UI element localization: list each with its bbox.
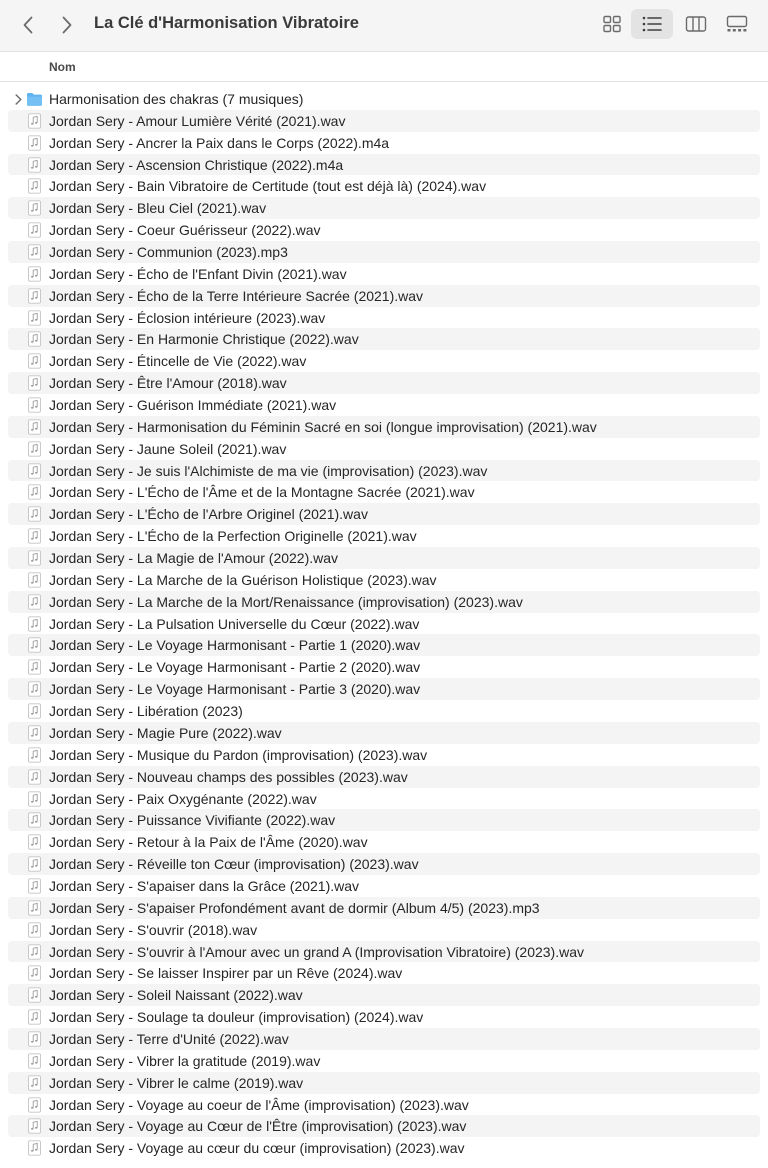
file-name: Jordan Sery - Ascension Christique (2022).m4a xyxy=(49,156,344,173)
file-name: Jordan Sery - Harmonisation du Féminin Sacré en soi (longue improvisation) (2021).wav xyxy=(49,418,597,435)
file-row[interactable] xyxy=(8,175,760,197)
file-name: Jordan Sery - Soleil Naissant (2022).wav xyxy=(49,987,303,1004)
file-row[interactable] xyxy=(8,438,760,460)
audio-file-icon xyxy=(26,397,43,413)
file-row[interactable] xyxy=(8,1072,760,1094)
file-name: Jordan Sery - Magie Pure (2022).wav xyxy=(49,724,282,741)
file-row[interactable] xyxy=(8,372,760,394)
file-name: Jordan Sery - Voyage au coeur de l'Âme (improvisation) (2023).wav xyxy=(49,1096,469,1113)
file-name: Jordan Sery - S'apaiser dans la Grâce (2021).wav xyxy=(49,877,360,894)
file-row[interactable] xyxy=(8,241,760,263)
file-row[interactable] xyxy=(8,941,760,963)
file-name: Jordan Sery - La Pulsation Universelle du Cœur (2022).wav xyxy=(49,615,420,632)
file-name: Jordan Sery - La Magie de l'Amour (2022).wav xyxy=(49,550,339,567)
file-name: Jordan Sery - Bain Vibratoire de Certitude (tout est déjà là) (2024).wav xyxy=(49,178,487,195)
file-row[interactable] xyxy=(8,634,760,656)
file-row[interactable] xyxy=(8,547,760,569)
file-row[interactable] xyxy=(8,525,760,547)
file-name: Jordan Sery - Paix Oxygénante (2022).wav xyxy=(49,790,317,807)
audio-file-icon xyxy=(26,463,43,479)
icon-view-button[interactable] xyxy=(592,9,632,39)
file-row[interactable] xyxy=(8,853,760,875)
audio-file-icon xyxy=(26,791,43,807)
file-row[interactable] xyxy=(8,897,760,919)
columns-icon xyxy=(685,15,707,33)
file-row[interactable] xyxy=(8,132,760,154)
file-name: Jordan Sery - Vibrer la gratitude (2019).wav xyxy=(49,1052,321,1069)
audio-file-icon xyxy=(26,266,43,282)
audio-file-icon xyxy=(26,506,43,522)
column-view-button[interactable] xyxy=(676,9,716,39)
file-name: Jordan Sery - Amour Lumière Vérité (2021).wav xyxy=(49,112,346,129)
file-row[interactable] xyxy=(8,1115,760,1137)
file-row[interactable] xyxy=(8,591,760,613)
file-row[interactable] xyxy=(8,416,760,438)
column-header-bar xyxy=(0,53,768,82)
file-row[interactable] xyxy=(8,656,760,678)
audio-file-icon xyxy=(26,157,43,173)
file-name: Jordan Sery - Coeur Guérisseur (2022).wav xyxy=(49,222,321,239)
audio-file-icon xyxy=(26,637,43,653)
file-name: Jordan Sery - Bleu Ciel (2021).wav xyxy=(49,200,267,217)
file-row[interactable] xyxy=(8,678,760,700)
forward-button[interactable] xyxy=(53,11,81,39)
file-row[interactable] xyxy=(8,197,760,219)
audio-file-icon xyxy=(26,900,43,916)
audio-file-icon xyxy=(26,484,43,500)
audio-file-icon xyxy=(26,310,43,326)
gallery-icon xyxy=(726,15,748,33)
list-view-button[interactable] xyxy=(631,9,673,39)
file-row[interactable] xyxy=(8,394,760,416)
file-name: Jordan Sery - S'ouvrir à l'Amour avec un grand A (Improvisation Vibratoire) (2023).wav xyxy=(49,943,584,960)
file-name: Jordan Sery - Réveille ton Cœur (improvisation) (2023).wav xyxy=(49,856,419,873)
file-row[interactable] xyxy=(8,875,760,897)
file-row[interactable] xyxy=(8,744,760,766)
file-row[interactable] xyxy=(8,722,760,744)
file-name: Jordan Sery - Retour à la Paix de l'Âme (2020).wav xyxy=(49,834,368,851)
file-name: Jordan Sery - Éclosion intérieure (2023).wav xyxy=(49,309,326,326)
file-name: Jordan Sery - Voyage au cœur du cœur (improvisation) (2023).wav xyxy=(49,1140,465,1157)
audio-file-icon xyxy=(26,725,43,741)
audio-file-icon xyxy=(26,353,43,369)
audio-file-icon xyxy=(26,987,43,1003)
name-column-header[interactable]: Nom xyxy=(49,60,76,74)
file-row[interactable] xyxy=(8,307,760,329)
file-row[interactable] xyxy=(8,285,760,307)
file-row[interactable] xyxy=(8,788,760,810)
audio-file-icon xyxy=(26,200,43,216)
file-row[interactable] xyxy=(8,569,760,591)
file-name: Jordan Sery - L'Écho de l'Arbre Originel (2021).wav xyxy=(49,506,368,523)
finder-toolbar xyxy=(0,0,768,52)
audio-file-icon xyxy=(26,769,43,785)
file-name: Jordan Sery - Écho de l'Enfant Divin (2021).wav xyxy=(49,265,347,282)
chevron-right-icon xyxy=(15,94,22,105)
audio-file-icon xyxy=(26,1075,43,1091)
audio-file-icon xyxy=(26,528,43,544)
chevron-right-icon xyxy=(61,16,73,34)
file-row[interactable] xyxy=(8,1094,760,1116)
file-row[interactable] xyxy=(8,984,760,1006)
audio-file-icon xyxy=(26,681,43,697)
file-row[interactable] xyxy=(8,766,760,788)
audio-file-icon xyxy=(26,659,43,675)
file-row[interactable] xyxy=(8,1050,760,1072)
audio-file-icon xyxy=(26,1031,43,1047)
audio-file-icon xyxy=(26,878,43,894)
audio-file-icon xyxy=(26,550,43,566)
audio-file-icon xyxy=(26,747,43,763)
audio-file-icon xyxy=(26,594,43,610)
file-row[interactable] xyxy=(8,1028,760,1050)
file-name: Jordan Sery - Nouveau champs des possibles (2023).wav xyxy=(49,768,408,785)
file-row[interactable] xyxy=(8,1006,760,1028)
file-row[interactable] xyxy=(8,219,760,241)
folder-icon xyxy=(26,91,43,107)
file-row[interactable] xyxy=(8,809,760,831)
file-name: Jordan Sery - Le Voyage Harmonisant - Partie 3 (2020).wav xyxy=(49,681,421,698)
file-name: Jordan Sery - Se laisser Inspirer par un Rêve (2024).wav xyxy=(49,965,403,982)
file-row[interactable] xyxy=(8,503,760,525)
file-row[interactable] xyxy=(8,110,760,132)
audio-file-icon xyxy=(26,856,43,872)
audio-file-icon xyxy=(26,113,43,129)
file-name: Jordan Sery - Être l'Amour (2018).wav xyxy=(49,375,287,392)
file-name: Jordan Sery - Voyage au Cœur de l'Être (improvisation) (2023).wav xyxy=(49,1118,467,1135)
audio-file-icon xyxy=(26,244,43,260)
folder-name: Harmonisation des chakras (7 musiques) xyxy=(49,91,304,107)
audio-file-icon xyxy=(26,222,43,238)
file-name: Jordan Sery - S'ouvrir (2018).wav xyxy=(49,921,258,938)
file-name: Jordan Sery - Le Voyage Harmonisant - Partie 2 (2020).wav xyxy=(49,659,421,676)
audio-file-icon xyxy=(26,288,43,304)
file-name: Jordan Sery - Ancrer la Paix dans le Corps (2022).m4a xyxy=(49,134,390,151)
file-row[interactable] xyxy=(8,700,760,722)
file-name: Jordan Sery - Soulage ta douleur (improvisation) (2024).wav xyxy=(49,1009,424,1026)
audio-file-icon xyxy=(26,1097,43,1113)
grid-icon xyxy=(601,15,623,33)
audio-file-icon xyxy=(26,1009,43,1025)
file-row[interactable] xyxy=(8,154,760,176)
audio-file-icon xyxy=(26,922,43,938)
file-row[interactable] xyxy=(8,350,760,372)
file-row[interactable] xyxy=(8,919,760,941)
file-name: Jordan Sery - Terre d'Unité (2022).wav xyxy=(49,1030,289,1047)
back-button[interactable] xyxy=(14,11,42,39)
file-row[interactable] xyxy=(8,1137,760,1159)
file-name: Jordan Sery - Libération (2023) xyxy=(49,703,243,720)
file-name: Jordan Sery - Jaune Soleil (2021).wav xyxy=(49,440,287,457)
file-name: Jordan Sery - Musique du Pardon (improvisation) (2023).wav xyxy=(49,746,428,763)
file-name: Jordan Sery - Vibrer le calme (2019).wav xyxy=(49,1074,304,1091)
file-name: Jordan Sery - La Marche de la Mort/Renaissance (improvisation) (2023).wav xyxy=(49,593,523,610)
file-row[interactable] xyxy=(8,481,760,503)
file-name: Jordan Sery - Étincelle de Vie (2022).wav xyxy=(49,353,307,370)
audio-file-icon xyxy=(26,135,43,151)
audio-file-icon xyxy=(26,1118,43,1134)
audio-file-icon xyxy=(26,572,43,588)
file-name: Jordan Sery - Je suis l'Alchimiste de ma vie (improvisation) (2023).wav xyxy=(49,462,488,479)
disclosure-triangle[interactable] xyxy=(12,92,24,106)
audio-file-icon xyxy=(26,178,43,194)
gallery-view-button[interactable] xyxy=(717,9,757,39)
audio-file-icon xyxy=(26,441,43,457)
audio-file-icon xyxy=(26,1140,43,1156)
file-name: Jordan Sery - Le Voyage Harmonisant - Partie 1 (2020).wav xyxy=(49,637,421,654)
audio-file-icon xyxy=(26,375,43,391)
file-row[interactable] xyxy=(8,263,760,285)
file-name: Jordan Sery - L'Écho de la Perfection Originelle (2021).wav xyxy=(49,528,417,545)
audio-file-icon xyxy=(26,703,43,719)
file-name: Jordan Sery - Guérison Immédiate (2021).wav xyxy=(49,397,337,414)
file-name: Jordan Sery - En Harmonie Christique (2022).wav xyxy=(49,331,359,348)
file-name: Jordan Sery - S'apaiser Profondément avant de dormir (Album 4/5) (2023).mp3 xyxy=(49,899,540,916)
audio-file-icon xyxy=(26,331,43,347)
audio-file-icon xyxy=(26,1053,43,1069)
folder-row[interactable] xyxy=(8,88,760,110)
audio-file-icon xyxy=(26,944,43,960)
file-row[interactable] xyxy=(8,613,760,635)
file-row[interactable] xyxy=(8,831,760,853)
file-row[interactable] xyxy=(8,328,760,350)
audio-file-icon xyxy=(26,812,43,828)
window-title: La Clé d'Harmonisation Vibratoire xyxy=(94,14,359,32)
audio-file-icon xyxy=(26,419,43,435)
audio-file-icon xyxy=(26,965,43,981)
file-row[interactable] xyxy=(8,460,760,482)
file-row[interactable] xyxy=(8,962,760,984)
file-name: Jordan Sery - La Marche de la Guérison Holistique (2023).wav xyxy=(49,571,437,588)
audio-file-icon xyxy=(26,834,43,850)
file-name: Jordan Sery - L'Écho de l'Âme et de la Montagne Sacrée (2021).wav xyxy=(49,484,475,501)
file-name: Jordan Sery - Écho de la Terre Intérieure Sacrée (2021).wav xyxy=(49,287,424,304)
chevron-left-icon xyxy=(22,16,34,34)
file-list xyxy=(0,88,768,1159)
file-name: Jordan Sery - Puissance Vivifiante (2022).wav xyxy=(49,812,336,829)
audio-file-icon xyxy=(26,616,43,632)
list-icon xyxy=(641,15,663,33)
file-name: Jordan Sery - Communion (2023).mp3 xyxy=(49,244,288,261)
